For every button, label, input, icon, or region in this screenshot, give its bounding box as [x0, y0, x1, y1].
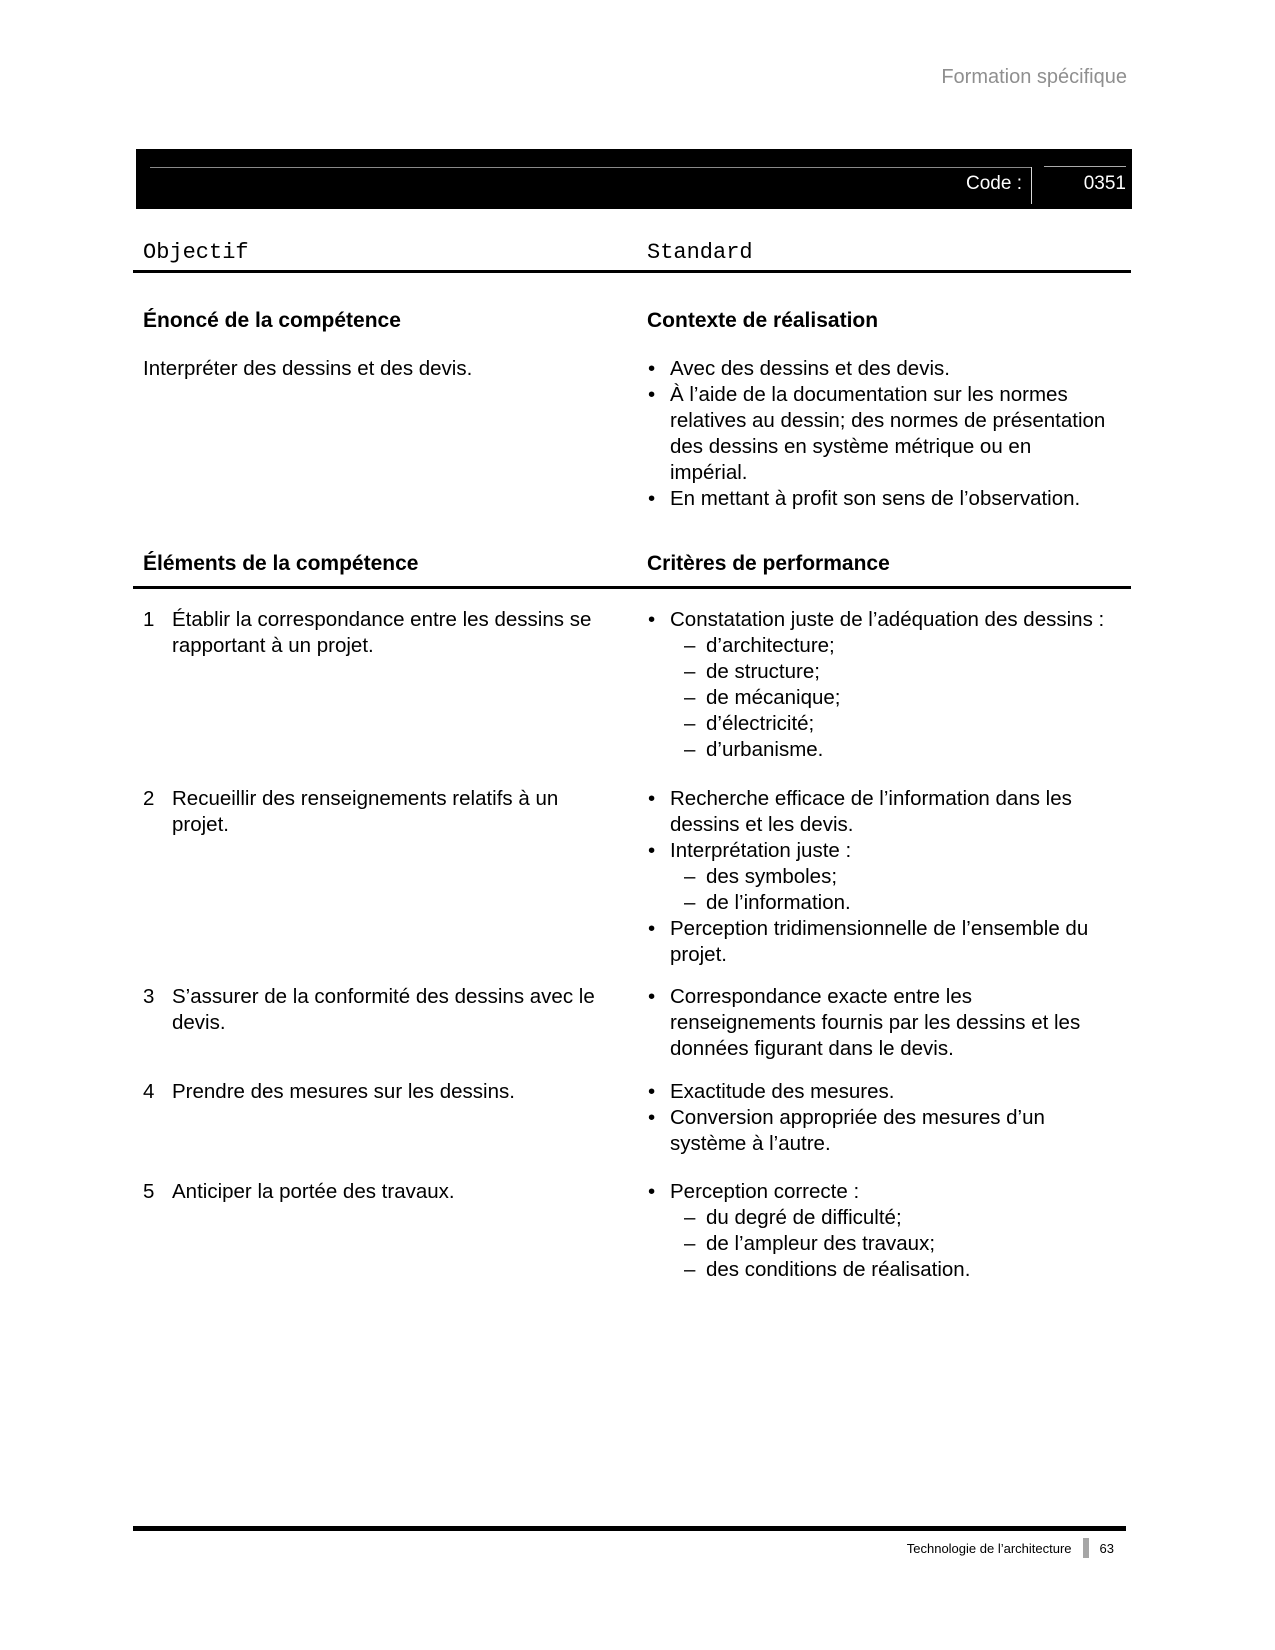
- element-number: 1: [143, 608, 155, 631]
- competence-statement: Interpréter des dessins et des devis.: [143, 357, 473, 380]
- table-row: [133, 984, 1131, 1062]
- table-row: [133, 607, 1131, 763]
- code-cell-top-border: [1044, 166, 1126, 167]
- footer-separator-bar: [1083, 1538, 1089, 1558]
- competence-context-section: [133, 308, 1131, 512]
- element-text: Établir la correspondance entre les dessins se rapportant à un projet.: [172, 608, 592, 657]
- element-number: 4: [143, 1080, 155, 1103]
- criteria-bullet: • Perception correcte :: [647, 1179, 1108, 1205]
- element-text: Prendre des mesures sur les dessins.: [172, 1080, 515, 1103]
- criteria-dash-item: – des conditions de réalisation.: [684, 1257, 1108, 1283]
- table-row: [133, 1179, 1131, 1283]
- context-bullet-list: [647, 356, 1131, 512]
- footer-page-number: 63: [1099, 1540, 1114, 1556]
- criteria-dash-item: – de l’information.: [684, 890, 1108, 916]
- criteria-list: [647, 1079, 1131, 1157]
- code-title-bar: [136, 149, 1132, 209]
- titlebar-vertical-divider: [1031, 167, 1032, 204]
- element-text: Anticiper la portée des travaux.: [172, 1180, 455, 1203]
- criteria-bullet: • Interprétation juste :: [647, 838, 1108, 864]
- criteria-bullet: • Correspondance exacte entre les renseignements fournis par les dessins et les données figurant dans le devis.: [647, 984, 1108, 1062]
- page-footer: [133, 1526, 1126, 1558]
- criteria-list: [647, 984, 1131, 1062]
- criteria-dash-item: – d’urbanisme.: [684, 737, 1108, 763]
- element-number: 3: [143, 985, 155, 1008]
- context-bullet: • Avec des dessins et des devis.: [647, 356, 1108, 382]
- element-text: S’assurer de la conformité des dessins avec le devis.: [172, 985, 595, 1034]
- criteria-bullet: • Constatation juste de l’adéquation des dessins :: [647, 607, 1108, 633]
- criteria-dash-item: – du degré de difficulté;: [684, 1205, 1108, 1231]
- titlebar-divider-line: [150, 167, 1031, 168]
- context-bullet: • À l’aide de la documentation sur les normes relatives au dessin; des normes de présentation des dessins en système métrique ou en impérial.: [647, 382, 1108, 486]
- criteres-performance-heading: Critères de performance: [647, 552, 890, 575]
- element-number: 5: [143, 1180, 155, 1203]
- code-value: 0351: [1083, 173, 1126, 194]
- criteria-list: [647, 1179, 1131, 1283]
- criteria-list: [647, 607, 1131, 763]
- element-text: Recueillir des renseignements relatifs à un projet.: [172, 787, 559, 836]
- criteria-list: [647, 786, 1131, 968]
- criteria-dash-item: – d’électricité;: [684, 711, 1108, 737]
- criteria-dash-item: – de structure;: [684, 659, 1108, 685]
- criteria-dash-item: – des symboles;: [684, 864, 1108, 890]
- criteria-dash-item: – de l’ampleur des travaux;: [684, 1231, 1108, 1257]
- objectif-standard-header: [133, 241, 1131, 273]
- elements-criteres-section: [133, 551, 1131, 1283]
- objectif-heading: Objectif: [143, 240, 249, 265]
- standard-heading: Standard: [647, 240, 753, 265]
- criteria-bullet: • Conversion appropriée des mesures d’un système à l’autre.: [647, 1105, 1108, 1157]
- table-row: [133, 786, 1131, 968]
- criteria-bullet: • Recherche efficace de l’information dans les dessins et les devis.: [647, 786, 1108, 838]
- running-header: Formation spécifique: [941, 66, 1127, 88]
- context-bullet: • En mettant à profit son sens de l’observation.: [647, 486, 1108, 512]
- criteria-dash-item: – d’architecture;: [684, 633, 1108, 659]
- contexte-realisation-heading: Contexte de réalisation: [647, 309, 879, 332]
- footer-program-name: Technologie de l’architecture: [906, 1540, 1072, 1556]
- criteria-bullet: • Exactitude des mesures.: [647, 1079, 1108, 1105]
- enonce-competence-heading: Énoncé de la compétence: [143, 309, 401, 332]
- criteria-bullet: • Perception tridimensionnelle de l’ensemble du projet.: [647, 916, 1108, 968]
- criteria-dash-item: – de mécanique;: [684, 685, 1108, 711]
- table-row: [133, 1079, 1131, 1157]
- element-number: 2: [143, 787, 155, 810]
- elements-competence-heading: Éléments de la compétence: [143, 552, 419, 575]
- code-label: Code :: [966, 173, 1022, 194]
